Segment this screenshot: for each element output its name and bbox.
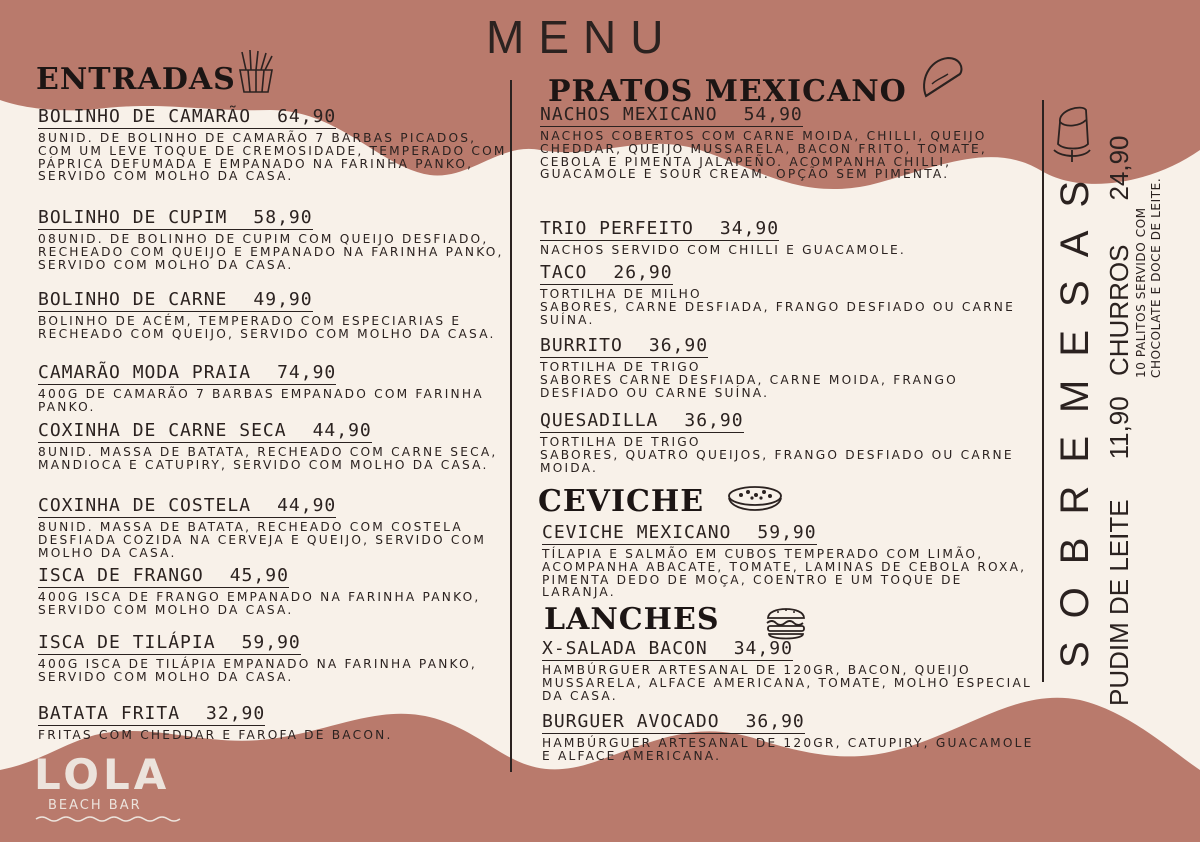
item-name	[540, 410, 744, 433]
entradas-item-4	[38, 362, 508, 414]
item-name	[38, 289, 313, 312]
item-title: BOLINHO DE CARNE	[38, 289, 228, 310]
item-title: BOLINHO DE CUPIM	[38, 207, 228, 228]
item-name	[38, 703, 265, 726]
mexicano-item-2	[540, 218, 1038, 257]
item-description: HAMBÚRGUER ARTESANAL DE 120GR, BACON, QUEIJO MUSSARELA, ALFACE AMERICANA, TOMATE, MOLHO ESPECIAL DA CASA.	[542, 663, 1032, 703]
item-description: HAMBÚRGUER ARTESANAL DE 120GR, CATUPIRY, GUACAMOLE E ALFACE AMERICANA.	[542, 736, 1034, 763]
item-description: NACHOS COBERTOS COM CARNE MOIDA, CHILLI, QUEIJO CHEDDAR, QUEIJO MUSSARELA, BACON FRITO, TOMATE, CEBOLA E PIMENTA JALAPEÑO. ACOMPANHA CHILLI, GUACAMOLE E SOUR CREAM. OPÇÃO SEM PIMENTA.	[540, 129, 987, 182]
item-name	[542, 522, 817, 545]
lanches-item-2	[542, 711, 1038, 763]
item-name	[540, 218, 779, 241]
fries-icon	[234, 48, 276, 94]
item-title: BURGUER AVOCADO	[542, 711, 720, 732]
item-price: 58,90	[253, 207, 313, 228]
item-title: X-SALADA BACON	[542, 638, 708, 659]
item-price: 64,90	[277, 106, 337, 127]
item-name	[38, 565, 289, 588]
item-price: 36,90	[684, 410, 744, 431]
ceviche-heading: CEVICHE	[538, 484, 705, 519]
ceviche-item-1	[542, 522, 1038, 599]
entradas-item-7	[38, 565, 508, 617]
item-price: 59,90	[757, 522, 817, 543]
item-description: TORTILHA DE TRIGO SABORES, QUATRO QUEIJOS, FRANGO DESFIADO OU CARNE MOIDA.	[540, 435, 1014, 475]
item-title: QUESADILLA	[540, 410, 659, 431]
item-price: 44,90	[277, 495, 337, 516]
lanches-heading: LANCHES	[544, 602, 720, 637]
item-title: ISCA DE TILÁPIA	[38, 632, 216, 653]
item-description: TÍLAPIA E SALMÃO EM CUBOS TEMPERADO COM LIMÃO, ACOMPANHA ABACATE, TOMATE, LAMINAS DE CEBOLA ROXA, PIMENTA DEDO DE MOÇA, COENTRO E UM TOQUE DE LARANJA.	[542, 547, 1027, 600]
item-name	[542, 638, 793, 661]
sobremesas-item-1	[1104, 396, 1134, 706]
item-description: 08UNID. DE BOLINHO DE CUPIM COM QUEIJO DESFIADO, RECHEADO COM QUEIJO E EMPANADO NA FARINHA PANKO, SERVIDO COM MOLHO DA CASA.	[38, 232, 504, 272]
item-price: 45,90	[229, 565, 289, 586]
entradas-item-1	[38, 106, 508, 183]
item-title: COXINHA DE CARNE SECA	[38, 420, 287, 441]
item-description: 400G ISCA DE TILÁPIA EMPANADO NA FARINHA PANKO, SERVIDO COM MOLHO DA CASA.	[38, 657, 477, 684]
item-title: CEVICHE MEXICANO	[542, 522, 732, 543]
mexicano-item-5	[540, 410, 1038, 474]
item-description: TORTILHA DE TRIGO SABORES CARNE DESFIADA, CARNE MOIDA, FRANGO DESFIADO OU CARNE SUÍNA.	[540, 360, 958, 400]
logo	[34, 752, 184, 832]
item-description: 400G DE CAMARÃO 7 BARBAS EMPANADO COM FARINHA PANKO.	[38, 387, 484, 414]
mexicano-item-4	[540, 335, 1038, 399]
entradas-item-5	[38, 420, 508, 472]
item-description: 8UNID. MASSA DE BATATA, RECHEADO COM CARNE SECA, MANDIOCA E CATUPIRY, SERVIDO COM MOLHO DA CASA.	[38, 445, 498, 472]
entradas-item-3	[38, 289, 508, 341]
taco-icon	[916, 52, 968, 104]
entradas-item-8	[38, 632, 508, 684]
pudding-icon	[1052, 100, 1092, 164]
item-title: TACO	[540, 262, 588, 283]
sobremesas-item-2	[1104, 135, 1134, 376]
item-description: BOLINHO DE ACÉM, TEMPERADO COM ESPECIARIAS E RECHEADO COM QUEIJO, SERVIDO COM MOLHO DA CASA.	[38, 314, 496, 341]
item-description: 8UNID. DE BOLINHO DE CAMARÃO 7 BARBAS PICADOS, COM UM LEVE TOQUE DE CREMOSIDADE, TEMPERADO COM PÁPRICA DEFUMADA E EMPANADO NA FARINHA PANKO, SERVIDO COM MOLHO DA CASA.	[38, 131, 507, 184]
item-description: 400G ISCA DE FRANGO EMPANADO NA FARINHA PANKO, SERVIDO COM MOLHO DA CASA.	[38, 590, 481, 617]
item-name	[38, 495, 336, 518]
item-description: 10 PALITOS SERVIDO COM CHOCOLATE E DOCE DE LEITE.	[1134, 177, 1163, 378]
item-name	[38, 106, 336, 129]
mexicano-heading: PRATOS MEXICANO	[548, 74, 907, 109]
item-title: TRIO PERFEITO	[540, 218, 694, 239]
column-divider-right	[1042, 100, 1044, 682]
bowl-icon	[726, 482, 784, 522]
item-title: COXINHA DE COSTELA	[38, 495, 252, 516]
item-price: 24,90	[1104, 135, 1134, 201]
sobremesas-heading: SOBREMESAS	[1053, 157, 1097, 668]
item-description: 8UNID. MASSA DE BATATA, RECHEADO COM COSTELA DESFIADA COZIDA NA CERVEJA E QUEIJO, SERVIDO COM MOLHO DA CASA.	[38, 520, 487, 560]
entradas-item-9	[38, 703, 508, 742]
item-price: 26,90	[613, 262, 673, 283]
item-price: 59,90	[241, 632, 301, 653]
item-price: 36,90	[745, 711, 805, 732]
burger-icon	[764, 602, 808, 642]
item-description: FRITAS COM CHEDDAR E FAROFA DE BACON.	[38, 728, 393, 742]
item-title: BURRITO	[540, 335, 623, 356]
item-title: BATATA FRITA	[38, 703, 181, 724]
item-price: 44,90	[312, 420, 372, 441]
item-name	[38, 207, 313, 230]
menu-title: MENU	[486, 11, 678, 63]
item-name	[542, 711, 805, 734]
item-name	[38, 362, 336, 385]
item-title: PUDIM DE LEITE	[1104, 499, 1134, 706]
item-name	[540, 104, 803, 127]
item-title: NACHOS MEXICANO	[540, 104, 718, 125]
sobremesas-item-2-description	[1134, 128, 1164, 378]
item-title: ISCA DE FRANGO	[38, 565, 204, 586]
item-name	[38, 632, 301, 655]
item-description: NACHOS SERVIDO COM CHILLI E GUACAMOLE.	[540, 243, 906, 257]
lanches-item-1	[542, 638, 1038, 702]
item-price: 49,90	[253, 289, 313, 310]
item-description: TORTILHA DE MILHO SABORES, CARNE DESFIADA, FRANGO DESFIADO OU CARNE SUÍNA.	[540, 287, 1016, 327]
entradas-item-2	[38, 207, 508, 271]
item-title: BOLINHO DE CAMARÃO	[38, 106, 252, 127]
item-name	[540, 335, 708, 358]
entradas-heading: ENTRADAS	[36, 62, 236, 97]
mexicano-item-3	[540, 262, 1038, 326]
item-price: 36,90	[648, 335, 709, 356]
item-title: CAMARÃO MODA PRAIA	[38, 362, 252, 383]
item-name	[38, 420, 372, 443]
item-price: 32,90	[206, 703, 266, 724]
item-name	[540, 262, 673, 285]
entradas-item-6	[38, 495, 508, 559]
waves-icon	[34, 815, 184, 825]
logo-text: LOLA	[34, 750, 171, 799]
item-price: 34,90	[733, 638, 793, 659]
column-divider-left	[510, 80, 512, 772]
item-price: 34,90	[719, 218, 780, 239]
logo-subtext: BEACH BAR	[48, 798, 142, 813]
item-title: CHURROS	[1104, 244, 1134, 376]
item-price: 74,90	[277, 362, 337, 383]
item-price: 11,90	[1104, 396, 1134, 460]
item-price: 54,90	[743, 104, 803, 125]
mexicano-item-1	[540, 104, 1038, 181]
